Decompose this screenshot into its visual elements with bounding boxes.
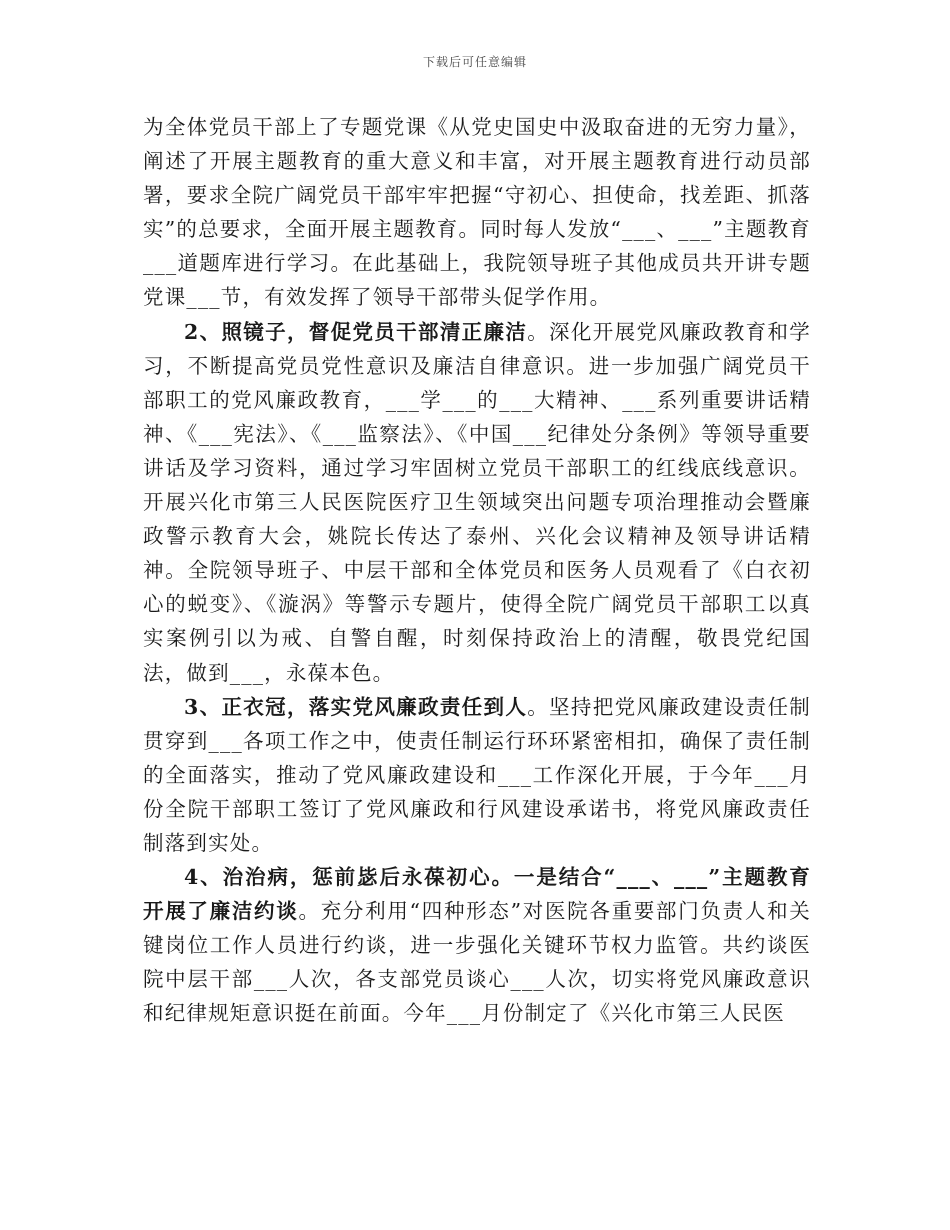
paragraph-text: 。坚持把党风廉政建设责任制贯穿到___各项工作之中，使责任制运行环环紧密相扣，确保了责任制的全面落实，推动了党风廉政建设和___工作深化开展，于今年___月份全院干部职工签订了党风廉政和行风建设承诺书，将党风廉政责任制落到实处。 (143, 694, 811, 855)
paragraph-item-2 (143, 315, 811, 690)
paragraph-heading: 2、照镜子，督促党员干部清正廉洁 (184, 319, 528, 344)
paragraph-text: 。充分利用“四种形态”对医院各重要部门负责人和关键岗位工作人员进行约谈，进一步强化关键环节权力监管。共约谈医院中层干部___人次，各支部党员谈心___人次，切实将党风廉政意识和纪律规矩意识挺在前面。今年___月份制定了《兴化市第三人民医 (143, 899, 811, 1026)
paragraph-continued (143, 110, 811, 315)
document-body (143, 110, 811, 1031)
paragraph-item-3 (143, 690, 811, 860)
paragraph-text: 为全体党员干部上了专题党课《从党史国史中汲取奋进的无穷力量》，阐述了开展主题教育的重大意义和丰富，对开展主题教育进行动员部署，要求全院广阔党员干部牢牢把握“守初心、担使命，找差距、抓落实”的总要求，全面开展主题教育。同时每人发放“___、___”主题教育___道题库进行学习。在此基础上，我院领导班子其他成员共开讲专题党课___节，有效发挥了领导干部带头促学作用。 (143, 115, 811, 310)
paragraph-heading: 3、正衣冠，落实党风廉政责任到人 (184, 694, 528, 719)
paragraph-text: 。深化开展党风廉政教育和学习，不断提高党员党性意识及廉洁自律意识。进一步加强广阔党员干部职工的党风廉政教育，___学___的___大精神、___系列重要讲话精神、《___宪法》、《___监察法》、《中国___纪律处分条例》等领导重要讲话及学习资料，通过学习牢固树立党员干部职工的红线底线意识。开展兴化市第三人民医院医疗卫生领域突出问题专项治理推动会暨廉政警示教育大会，姚院长传达了泰州、兴化会议精神及领导讲话精神。全院领导班子、中层干部和全体党员和医务人员观看了《白衣初心的蜕变》、《漩涡》等警示专题片，使得全院广阔党员干部职工以真实案例引以为戒、自警自醒，时刻保持政治上的清醒，敬畏党纪国法，做到___，永葆本色。 (143, 319, 811, 685)
paragraph-item-4 (143, 860, 811, 1030)
paragraph-heading: 4、治治病，惩前毖后永葆初心。一是结合“___、___”主题教育开展了廉洁约谈 (143, 865, 811, 924)
page-header-note: 下载后可任意编辑 (422, 55, 527, 69)
